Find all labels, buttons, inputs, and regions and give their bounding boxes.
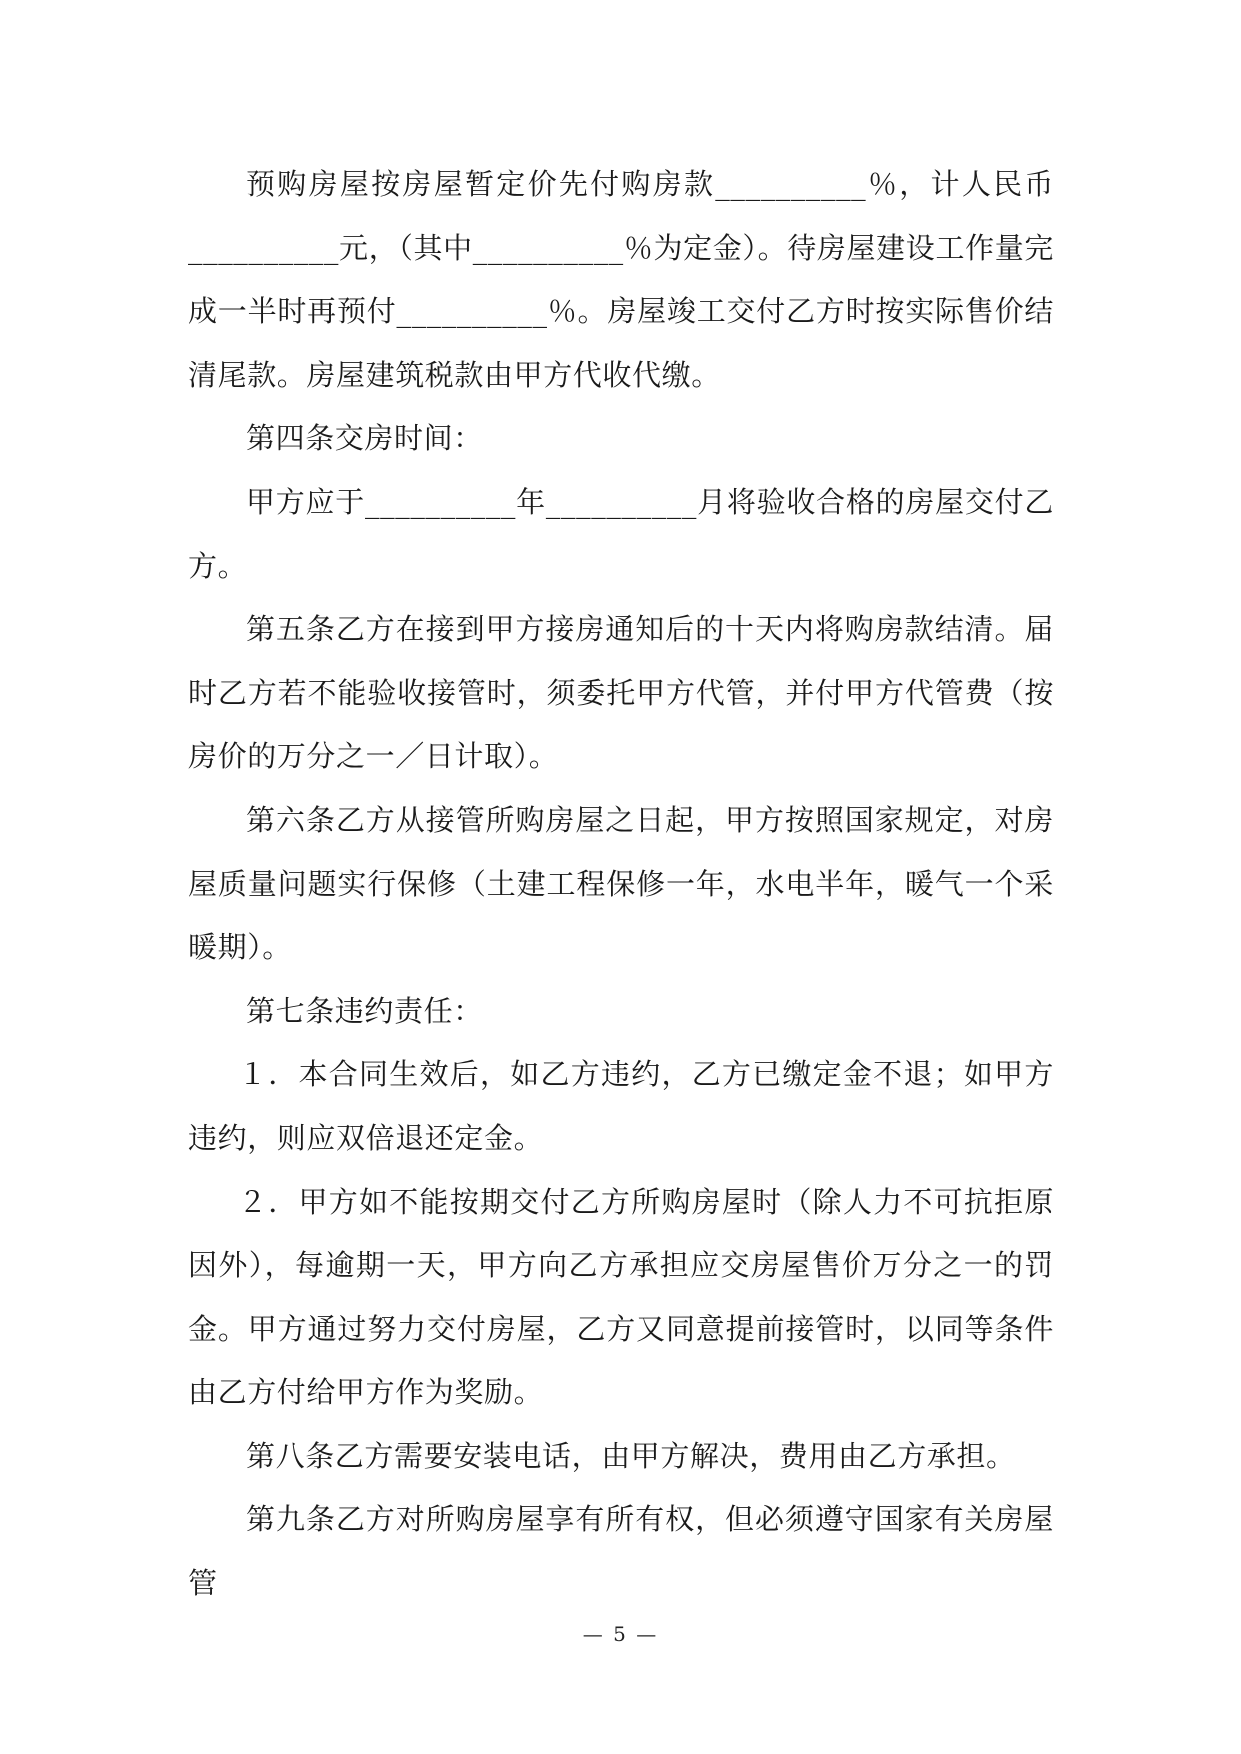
list-item-liability-1: １．本合同生效后，如乙方违约，乙方已缴定金不退；如甲方违约，则应双倍退还定金。 <box>188 1057 1054 1155</box>
heading-article-4-delivery-time: 第四条交房时间： <box>246 421 483 456</box>
paragraph-article-8: 第八条乙方需要安装电话，由甲方解决，费用由乙方承担。 <box>246 1438 1016 1473</box>
paragraph-article-5: 第五条乙方在接到甲方接房通知后的十天内将购房款结清。届时乙方若不能验收接管时，须委托甲方代管，并付甲方代管费（按房价的万分之一／日计取）。 <box>188 612 1054 774</box>
paragraph-article-9: 第九条乙方对所购房屋享有所有权，但必须遵守国家有关房屋管 <box>188 1502 1054 1601</box>
page-number: — 5 — <box>582 1622 659 1646</box>
paragraph-delivery-date: 甲方应于__________年__________月将验收合格的房屋交付乙方。 <box>188 484 1054 583</box>
heading-article-7-liability: 第七条违约责任： <box>246 993 483 1028</box>
list-item-liability-2: ２．甲方如不能按期交付乙方所购房屋时（除人力不可抗拒原因外），每逾期一天，甲方向乙方承担应交房屋售价万分之一的罚金。甲方通过努力交付房屋，乙方又同意提前接管时，以同等条件由乙方付给甲方作为奖励。 <box>188 1184 1054 1410</box>
contract-body <box>188 153 1054 1616</box>
paragraph-payment-terms: 预购房屋按房屋暂定价先付购房款__________％，计人民币__________元，（其中__________％为定金）。待房屋建设工作量完成一半时再预付__________％。房屋竣工交付乙方时按实际售价结清尾款。房屋建筑税款由甲方代收代缴。 <box>188 167 1054 392</box>
paragraph-article-6: 第六条乙方从接管所购房屋之日起，甲方按照国家规定，对房屋质量问题实行保修（土建工程保修一年，水电半年，暖气一个采暖期）。 <box>188 802 1054 965</box>
